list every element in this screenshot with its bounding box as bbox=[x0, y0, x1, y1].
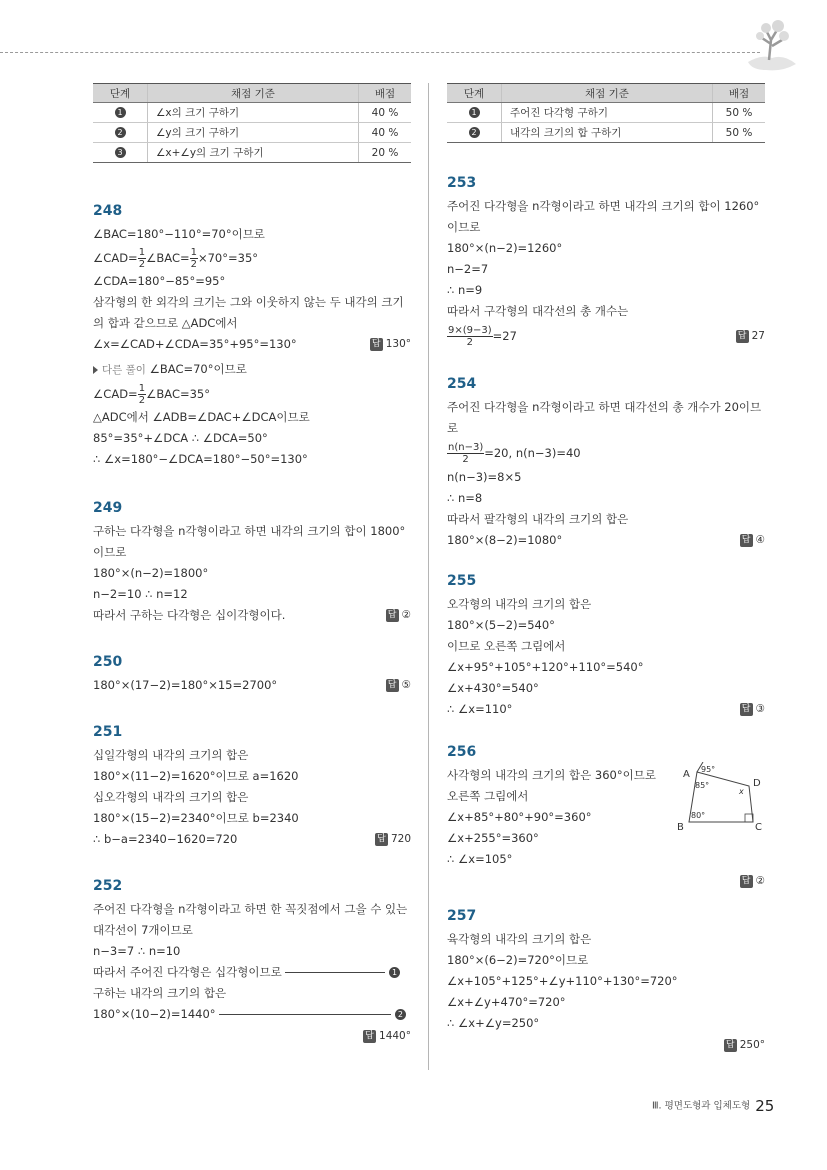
table-row bbox=[93, 143, 411, 163]
problem-251 bbox=[93, 724, 411, 850]
fraction-half: $\frac{1}{2}$ bbox=[138, 383, 146, 406]
solution-line: 180°×(6−2)=720°이므로 bbox=[447, 953, 589, 967]
answer-mark-icon: 답 bbox=[740, 534, 753, 547]
answer: 답 ③ bbox=[740, 699, 765, 720]
problem-248 bbox=[93, 203, 411, 470]
step-marker: 1 bbox=[469, 107, 480, 118]
solution-line: ∠x+105°+125°+∠y+110°+130°=720° bbox=[447, 974, 678, 988]
solution-line: △ADC에서 ∠ADB=∠DAC+∠DCA이므로 bbox=[93, 410, 310, 424]
solution-line: ∠CDA=180°−85°=95° bbox=[93, 274, 226, 288]
tree-logo-icon bbox=[742, 14, 800, 74]
fraction-half: $\frac{1}{2}$ bbox=[190, 247, 197, 270]
solution-line: 오른쪽 그림에서 bbox=[447, 789, 529, 803]
answer-line bbox=[447, 870, 765, 892]
step-marker: 1 bbox=[115, 107, 126, 118]
problem-254 bbox=[447, 376, 765, 551]
problem-number: 253 bbox=[447, 175, 477, 191]
solution-line: 사각형의 내각의 크기의 합은 360°이므로 bbox=[447, 768, 656, 782]
solution-line: ∴ n=8 bbox=[447, 491, 483, 505]
solution-line: ∴ ∠x=105° bbox=[447, 852, 513, 866]
score-cell: 50 % bbox=[713, 103, 766, 123]
table-row bbox=[93, 123, 411, 143]
solution-line: 180°×(n−2)=1260° bbox=[447, 241, 563, 255]
answer: 답 ② bbox=[740, 875, 765, 887]
answer-line bbox=[447, 1034, 765, 1056]
solution-line: 삼각형의 한 외각의 크기는 그와 이웃하지 않는 두 내각의 크기의 합과 같으므로 △ADC에서 bbox=[93, 295, 404, 330]
th-criterion: 채점 기준 bbox=[502, 84, 713, 103]
answer: 답 250° bbox=[724, 1039, 765, 1051]
criterion-cell: ∠y의 크기 구하기 bbox=[148, 123, 359, 143]
table-row bbox=[93, 103, 411, 123]
quadrilateral-figure bbox=[673, 762, 767, 836]
solution-line: ∠x=∠CAD+∠CDA=35°+95°=130° 답 130° bbox=[93, 334, 411, 355]
problem-250 bbox=[93, 654, 411, 696]
problem-number: 257 bbox=[447, 908, 477, 924]
solution-line: 따라서 구각형의 대각선의 총 개수는 bbox=[447, 304, 629, 318]
solution-line: ∴ ∠x+∠y=250° bbox=[447, 1016, 540, 1030]
score-cell: 50 % bbox=[713, 123, 766, 143]
answer-mark-icon: 답 bbox=[386, 679, 399, 692]
step-marker: 2 bbox=[115, 127, 126, 138]
solution-line: 주어진 다각형을 n각형이라고 하면 한 꼭짓점에서 그을 수 있는 대각선이 7개이므로 bbox=[93, 902, 408, 937]
solution-line: ∠x+85°+80°+90°=360° bbox=[447, 810, 592, 824]
answer-mark-icon: 답 bbox=[740, 703, 753, 716]
answer: 답 27 bbox=[736, 322, 765, 350]
fraction: $\frac{9\times(9-3)}{2}$ bbox=[448, 325, 492, 348]
answer: 답 1440° bbox=[363, 1030, 411, 1042]
problem-249 bbox=[93, 500, 411, 626]
criterion-cell: ∠x의 크기 구하기 bbox=[148, 103, 359, 123]
problem-number: 248 bbox=[93, 203, 123, 219]
step-marker: 1 bbox=[389, 967, 400, 978]
th-score: 배점 bbox=[713, 84, 766, 103]
angle-label-80: 80° bbox=[691, 811, 706, 820]
criterion-cell: ∠x+∠y의 크기 구하기 bbox=[148, 143, 359, 163]
solution-line: 180°×(5−2)=540° bbox=[447, 618, 555, 632]
criterion-cell: 주어진 다각형 구하기 bbox=[502, 103, 713, 123]
th-step: 단계 bbox=[93, 84, 148, 103]
solution-line: 180°×(11−2)=1620°이므로 a=1620 bbox=[93, 769, 299, 783]
right-column bbox=[447, 83, 765, 1056]
solution-line: 오각형의 내각의 크기의 합은 bbox=[447, 597, 592, 611]
problem-number: 250 bbox=[93, 654, 123, 670]
solution-line: $\frac{9\times(9-3)}{2}$ =27 답 27 bbox=[447, 322, 765, 350]
score-cell: 40 % bbox=[359, 123, 412, 143]
problem-number: 254 bbox=[447, 376, 477, 392]
solution-line: 180°×(10−2)=1440° 2 bbox=[93, 1004, 411, 1025]
th-step: 단계 bbox=[447, 84, 502, 103]
header-dashed-rule bbox=[0, 52, 760, 53]
solution-line: 구하는 내각의 크기의 합은 bbox=[93, 986, 227, 1000]
criterion-cell: 내각의 크기의 합 구하기 bbox=[502, 123, 713, 143]
answer-mark-icon: 답 bbox=[386, 609, 399, 622]
page-footer bbox=[652, 1097, 774, 1115]
step-marker: 3 bbox=[115, 147, 126, 158]
vertex-label-b: B bbox=[677, 822, 684, 833]
answer-line bbox=[93, 1025, 411, 1047]
answer: 답 ⑤ bbox=[386, 675, 411, 696]
answer: 답 ④ bbox=[740, 530, 765, 551]
answer-mark-icon: 답 bbox=[724, 1039, 737, 1052]
solution-line: ∠x+95°+105°+120°+110°=540° bbox=[447, 660, 644, 674]
angle-label-x: x bbox=[739, 787, 744, 796]
score-cell: 20 % bbox=[359, 143, 412, 163]
solution-line: 180°×(8−2)=1080° 답 ④ bbox=[447, 530, 765, 551]
answer-mark-icon: 답 bbox=[363, 1030, 376, 1043]
solution-line: ∴ b−a=2340−1620=720 답 720 bbox=[93, 829, 411, 850]
problem-255 bbox=[447, 573, 765, 720]
problem-number: 252 bbox=[93, 878, 123, 894]
solution-line: 180°×(n−2)=1800° bbox=[93, 566, 209, 580]
solution-line: ∴ n=9 bbox=[447, 283, 483, 297]
chapter-title: Ⅲ. 평면도형과 입체도형 bbox=[652, 1100, 751, 1112]
problem-256 bbox=[447, 744, 765, 892]
left-scoring-table bbox=[93, 83, 411, 163]
arrow-right-icon bbox=[93, 366, 98, 374]
solution-line: ∠x+255°=360° bbox=[447, 831, 539, 845]
solution-line: ∠BAC=180°−110°=70°이므로 bbox=[93, 227, 265, 241]
problem-number: 249 bbox=[93, 500, 123, 516]
problem-number: 255 bbox=[447, 573, 477, 589]
column-divider bbox=[428, 83, 429, 1070]
alt-solution-tag: 다른 풀이 bbox=[102, 364, 146, 376]
step-marker: 2 bbox=[469, 127, 480, 138]
solution-line: n−3=7 ∴ n=10 bbox=[93, 944, 181, 958]
answer-mark-icon: 답 bbox=[370, 338, 383, 351]
vertex-label-a: A bbox=[683, 769, 690, 780]
solution-line: 십일각형의 내각의 크기의 합은 bbox=[93, 748, 249, 762]
solution-line: 육각형의 내각의 크기의 합은 bbox=[447, 932, 592, 946]
page-number: 25 bbox=[755, 1097, 775, 1115]
solution-line: 따라서 팔각형의 내각의 크기의 합은 bbox=[447, 512, 629, 526]
problem-253 bbox=[447, 175, 765, 350]
fraction-half: $\frac{1}{2}$ bbox=[138, 247, 146, 270]
solution-line: 주어진 다각형을 n각형이라고 하면 대각선의 총 개수가 20이므로 bbox=[447, 400, 762, 435]
problem-number: 256 bbox=[447, 744, 477, 760]
answer-mark-icon: 답 bbox=[736, 330, 749, 343]
answer-mark-icon: 답 bbox=[375, 833, 388, 846]
solution-line: 180°×(15−2)=2340°이므로 b=2340 bbox=[93, 811, 299, 825]
solution-line: ∴ ∠x=180°−∠DCA=180°−50°=130° bbox=[93, 452, 308, 466]
solution-line: 이므로 오른쪽 그림에서 bbox=[447, 639, 566, 653]
problem-252 bbox=[93, 878, 411, 1047]
problem-number: 251 bbox=[93, 724, 123, 740]
problem-257 bbox=[447, 908, 765, 1056]
solution-line: n(n−3)=8×5 bbox=[447, 470, 522, 484]
th-score: 배점 bbox=[359, 84, 412, 103]
solution-line: ∴ ∠x=110° 답 ③ bbox=[447, 699, 765, 720]
table-row bbox=[447, 103, 765, 123]
solution-line: 180°×(17−2)=180°×15=2700° 답 ⑤ bbox=[93, 675, 411, 696]
answer: 답 ② bbox=[386, 605, 411, 626]
step-marker: 2 bbox=[395, 1009, 406, 1020]
solution-line: ∠CAD= $\frac{1}{2}$ ∠BAC=35° bbox=[93, 383, 210, 406]
solution-line: $\frac{n(n-3)}{2}$ =20, n(n−3)=40 bbox=[448, 442, 581, 465]
solution-line: 십오각형의 내각의 크기의 합은 bbox=[93, 790, 249, 804]
angle-label-95: 95° bbox=[701, 765, 716, 774]
solution-line: ∠x+∠y+470°=720° bbox=[447, 995, 566, 1009]
th-criterion: 채점 기준 bbox=[148, 84, 359, 103]
solution-line: 주어진 다각형을 n각형이라고 하면 내각의 크기의 합이 1260° 이므로 bbox=[447, 199, 760, 234]
solution-line: 따라서 주어진 다각형은 십각형이므로 1 bbox=[93, 962, 411, 983]
leader-line bbox=[285, 972, 385, 973]
solution-line: 구하는 다각형을 n각형이라고 하면 내각의 크기의 합이 1800° 이므로 bbox=[93, 524, 406, 559]
answer: 답 130° bbox=[370, 334, 411, 355]
solution-line: ∠x+430°=540° bbox=[447, 681, 539, 695]
leader-line bbox=[219, 1014, 391, 1015]
solution-line: n−2=10 ∴ n=12 bbox=[93, 587, 188, 601]
angle-label-85: 85° bbox=[695, 781, 710, 790]
left-column bbox=[93, 83, 411, 1047]
right-scoring-table bbox=[447, 83, 765, 143]
solution-line: 85°=35°+∠DCA ∴ ∠DCA=50° bbox=[93, 431, 268, 445]
answer-mark-icon: 답 bbox=[740, 875, 753, 888]
table-row bbox=[447, 123, 765, 143]
vertex-label-d: D bbox=[753, 778, 761, 789]
answer: 답 720 bbox=[375, 829, 411, 850]
solution-line: n−2=7 bbox=[447, 262, 489, 276]
solution-line: ∠CAD= $\frac{1}{2}$ ∠BAC= $\frac{1}{2}$ ×70°=35° bbox=[93, 247, 259, 270]
alt-solution-line: 다른 풀이 ∠BAC=70°이므로 bbox=[93, 359, 411, 381]
score-cell: 40 % bbox=[359, 103, 412, 123]
solution-line: 따라서 구하는 다각형은 십이각형이다. 답 ② bbox=[93, 605, 411, 626]
vertex-label-c: C bbox=[755, 822, 762, 833]
fraction: $\frac{n(n-3)}{2}$ bbox=[448, 442, 484, 465]
